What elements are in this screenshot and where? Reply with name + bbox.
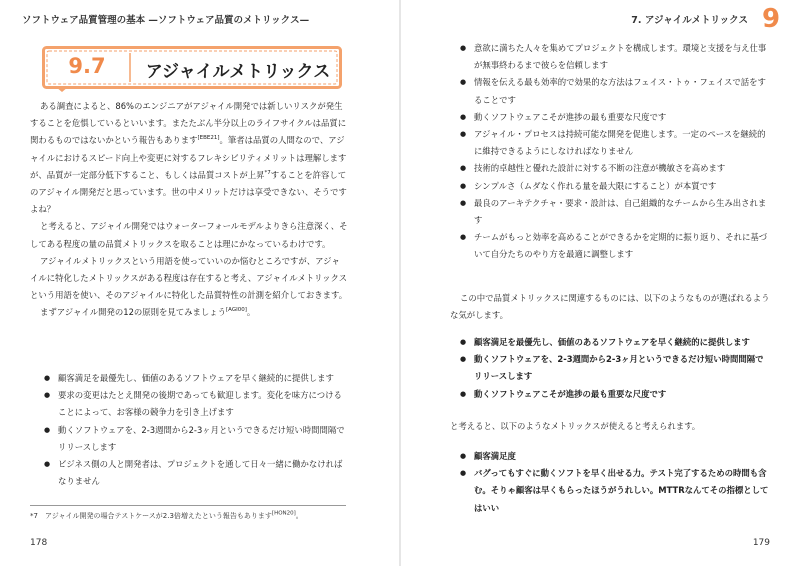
metrics-list: [460, 448, 770, 517]
citation: [AGI00]: [226, 307, 247, 314]
section-title: アジャイルメトリックス: [145, 62, 331, 82]
list-item: ● 要求の変更はたとえ開発の後期であっても歓迎します。変化を味方につけることによって、お客様の競争力を引き上げます: [44, 387, 346, 421]
list-item: ● 顧客満足を最優先し、価値のあるソフトウェアを早く継続的に提供します: [460, 334, 770, 351]
paragraph: と考えると、アジャイル開発ではウォーターフォールモデルよりきら注意深く、そしてある程度の量の品質メトリックスを取ることは理にかなっているわけです。: [30, 221, 348, 249]
right-paragraph-2: [450, 418, 770, 435]
list-item: ● 動くソフトウェアを、2-3週間から2-3ヶ月というできるだけ短い時間間隔でリリースします: [460, 351, 770, 385]
paragraph: この中で品質メトリックスに関連するものには、以下のようなものが選ばれるような気がします。: [450, 293, 770, 321]
list-item: ● バグってもすぐに動くソフトを早く出せる力。テスト完了するための時間も含む。そりゃ顧客は早くもらったほうがうれしい。MTTRなんてその指標としてはいい: [460, 465, 770, 517]
paragraph: と考えると、以下のようなメトリックスが使えると考えられます。: [450, 421, 701, 431]
right-paragraph-1: [450, 290, 770, 324]
list-item: ● ビジネス側の人と開発者は、プロジェクトを通して日々一緒に働かなければなりません: [44, 456, 346, 490]
paragraph: アジャイルメトリックスという用語を使っていいのか悩むところですが、アジャイルに特化したメトリックスがある程度は存在すると考え、アジャイルメトリックスという用語を使い、そのアジャイルに特化した品質特性の計測を紹介しておきます。: [30, 255, 348, 301]
list-item: ● 顧客満足度: [460, 448, 770, 465]
list-item: ● 顧客満足を最優先し、価値のあるソフトウェアを早く継続的に提供します: [44, 370, 346, 387]
page-number-right: 179: [752, 538, 770, 548]
paragraph: まずアジャイル開発の12の原則を見てみましょう[AGI00]。: [40, 307, 256, 318]
principles-list-right: [460, 40, 770, 264]
list-item: ● 意欲に満ちた人々を集めてプロジェクトを構成します。環境と支援を与え仕事が無事終わるまで彼らを信頼します: [460, 40, 770, 74]
quality-related-principles-list: [460, 334, 770, 403]
list-item: ● 動くソフトウェアを、2-3週間から2-3ヶ月というできるだけ短い時間間隔でリリースします: [44, 422, 346, 456]
running-header-right: 7. アジャイルメトリックス: [631, 15, 748, 26]
footnote-divider: [30, 505, 346, 506]
list-item: ● 動くソフトウェアこそが進捗の最も重要な尺度です: [460, 386, 770, 403]
list-item: ● 情報を伝える最も効率的で効果的な方法はフェイス・トゥ・フェイスで話をすることです: [460, 74, 770, 108]
list-item: ● 技術的卓越性と優れた設計に対する不断の注意が機敏さを高めます: [460, 160, 770, 177]
list-item: ● アジャイル・プロセスは持続可能な開発を促進します。一定のペースを継続的に維持できるようにしなければなりません: [460, 126, 770, 160]
list-item: ● シンプルさ（ムダなく作れる量を最大限にすること）が本質です: [460, 178, 770, 195]
list-item: ● 最良のアーキテクチャ・要求・設計は、自己組織的なチームから生み出されます: [460, 195, 770, 229]
principles-list-left: [44, 370, 346, 490]
list-item: ● チームがもっと効率を高めることができるかを定期的に振り返り、それに基づいて自分たちのやり方を最適に調整します: [460, 229, 770, 263]
paragraph: ある調査によると、86%のエンジニアがアジャイル開発では新しいリスクが発生することを危惧しているといいます。またたぶん半分以上のライフサイクルは品質に関わるものではないかという報告もあります[EBE21]。筆者は品質の人間なので、アジャイルにおけるスピード向上や変更に対するフレキシビリティメリットは理解しますが、品質が一定部分低下すること、もしくは品質コストが上昇$^{*7}$することを許容してのアジャイル開発だと思っています。世の中メリットだけは享受できない、そうですよね？: [30, 101, 347, 215]
footnote-mark: *7: [264, 170, 271, 177]
page-number-left: 178: [30, 538, 48, 548]
section-title-box: [42, 46, 342, 92]
section-number: 9.7: [68, 54, 106, 78]
footnote: *7 アジャイル開発の場合テストケースが2.3倍増えたという報告もあります[HON20]。: [30, 510, 303, 520]
running-header-left: ソフトウェア品質管理の基本 —ソフトウェア品質のメトリックス—: [22, 15, 310, 26]
list-item: ● 動くソフトウェアこそが進捗の最も重要な尺度です: [460, 109, 770, 126]
left-body-text: [30, 98, 348, 322]
chapter-number-badge: 9: [761, 4, 781, 34]
citation: [EBE21]: [197, 135, 220, 142]
